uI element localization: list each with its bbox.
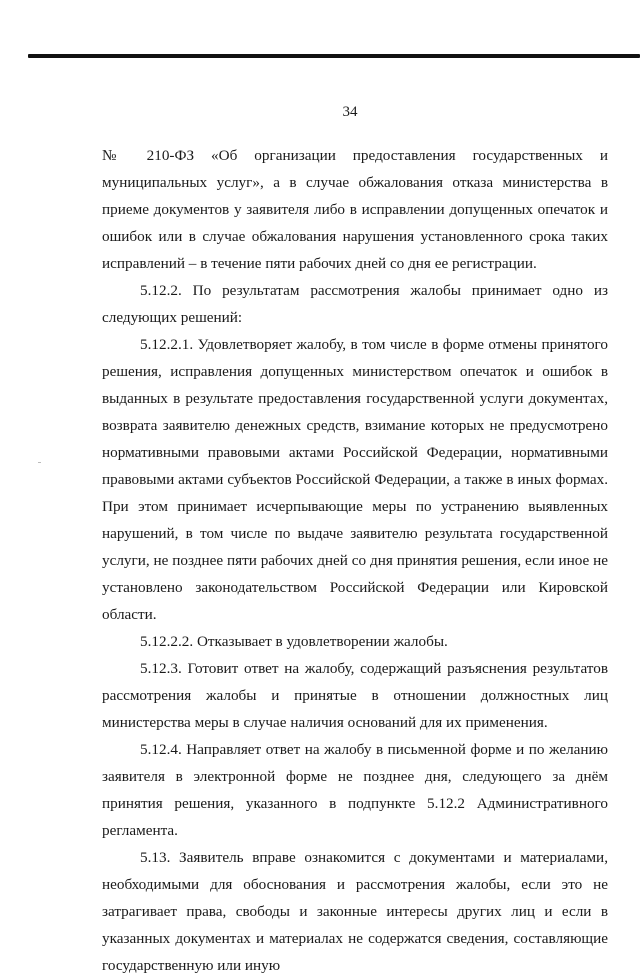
paragraph-continuation: № 210-ФЗ «Об организации предоставления государственных и муниципальных услуг», а в случае обжалования отказа министерства в приеме документов у заявителя либо в исправлении допущенных опечаток и ошибок или в случае обжалования нарушения установленного срока таких исправлений – в течение пяти рабочих дней со дня ее регистрации. xyxy=(102,147,608,272)
paragraph-5-12-3: 5.12.3. Готовит ответ на жалобу, содержащий разъяснения результатов рассмотрения жалобы и принятые в отношении должностных лиц министерства меры в случае наличия оснований для их применения. xyxy=(102,660,608,731)
scan-speck xyxy=(38,462,41,463)
header-rule xyxy=(28,54,640,58)
paragraph-5-12-2-1: 5.12.2.1. Удовлетворяет жалобу, в том числе в форме отмены принятого решения, исправления допущенных министерством опечаток и ошибок в выданных в результате предоставления государственной услуги документах, возврата заявителю денежных средств, взимание которых не предусмотрено нормативными правовыми актами Российской Федерации, нормативными правовыми актами субъектов Российской Федерации, а также в иных формах. При этом принимает исчерпывающие меры по устранению выявленных нарушений, в том числе по выдаче заявителю результата государственной услуги, не позднее пяти рабочих дней со дня принятия решения, если иное не установлено законодательством Российской Федерации или Кировской области. xyxy=(102,336,608,623)
paragraph-5-12-2-2: 5.12.2.2. Отказывает в удовлетворении жалобы. xyxy=(140,633,448,650)
paragraph-5-13: 5.13. Заявитель вправе ознакомится с документами и материалами, необходимыми для обоснования и рассмотрения жалобы, если это не затрагивает права, свободы и законные интересы других лиц и если в указанных документах и материалах не содержатся сведения, составляющие государственную или иную xyxy=(102,849,608,974)
paragraph-5-12-2: 5.12.2. По результатам рассмотрения жалобы принимает одно из следующих решений: xyxy=(102,282,608,326)
document-body xyxy=(102,142,608,979)
page-number: 34 xyxy=(342,104,358,120)
paragraph-5-12-4: 5.12.4. Направляет ответ на жалобу в письменной форме и по желанию заявителя в электронной форме не позднее дня, следующего за днём принятия решения, указанного в подпункте 5.12.2 Административного регламента. xyxy=(102,741,608,839)
